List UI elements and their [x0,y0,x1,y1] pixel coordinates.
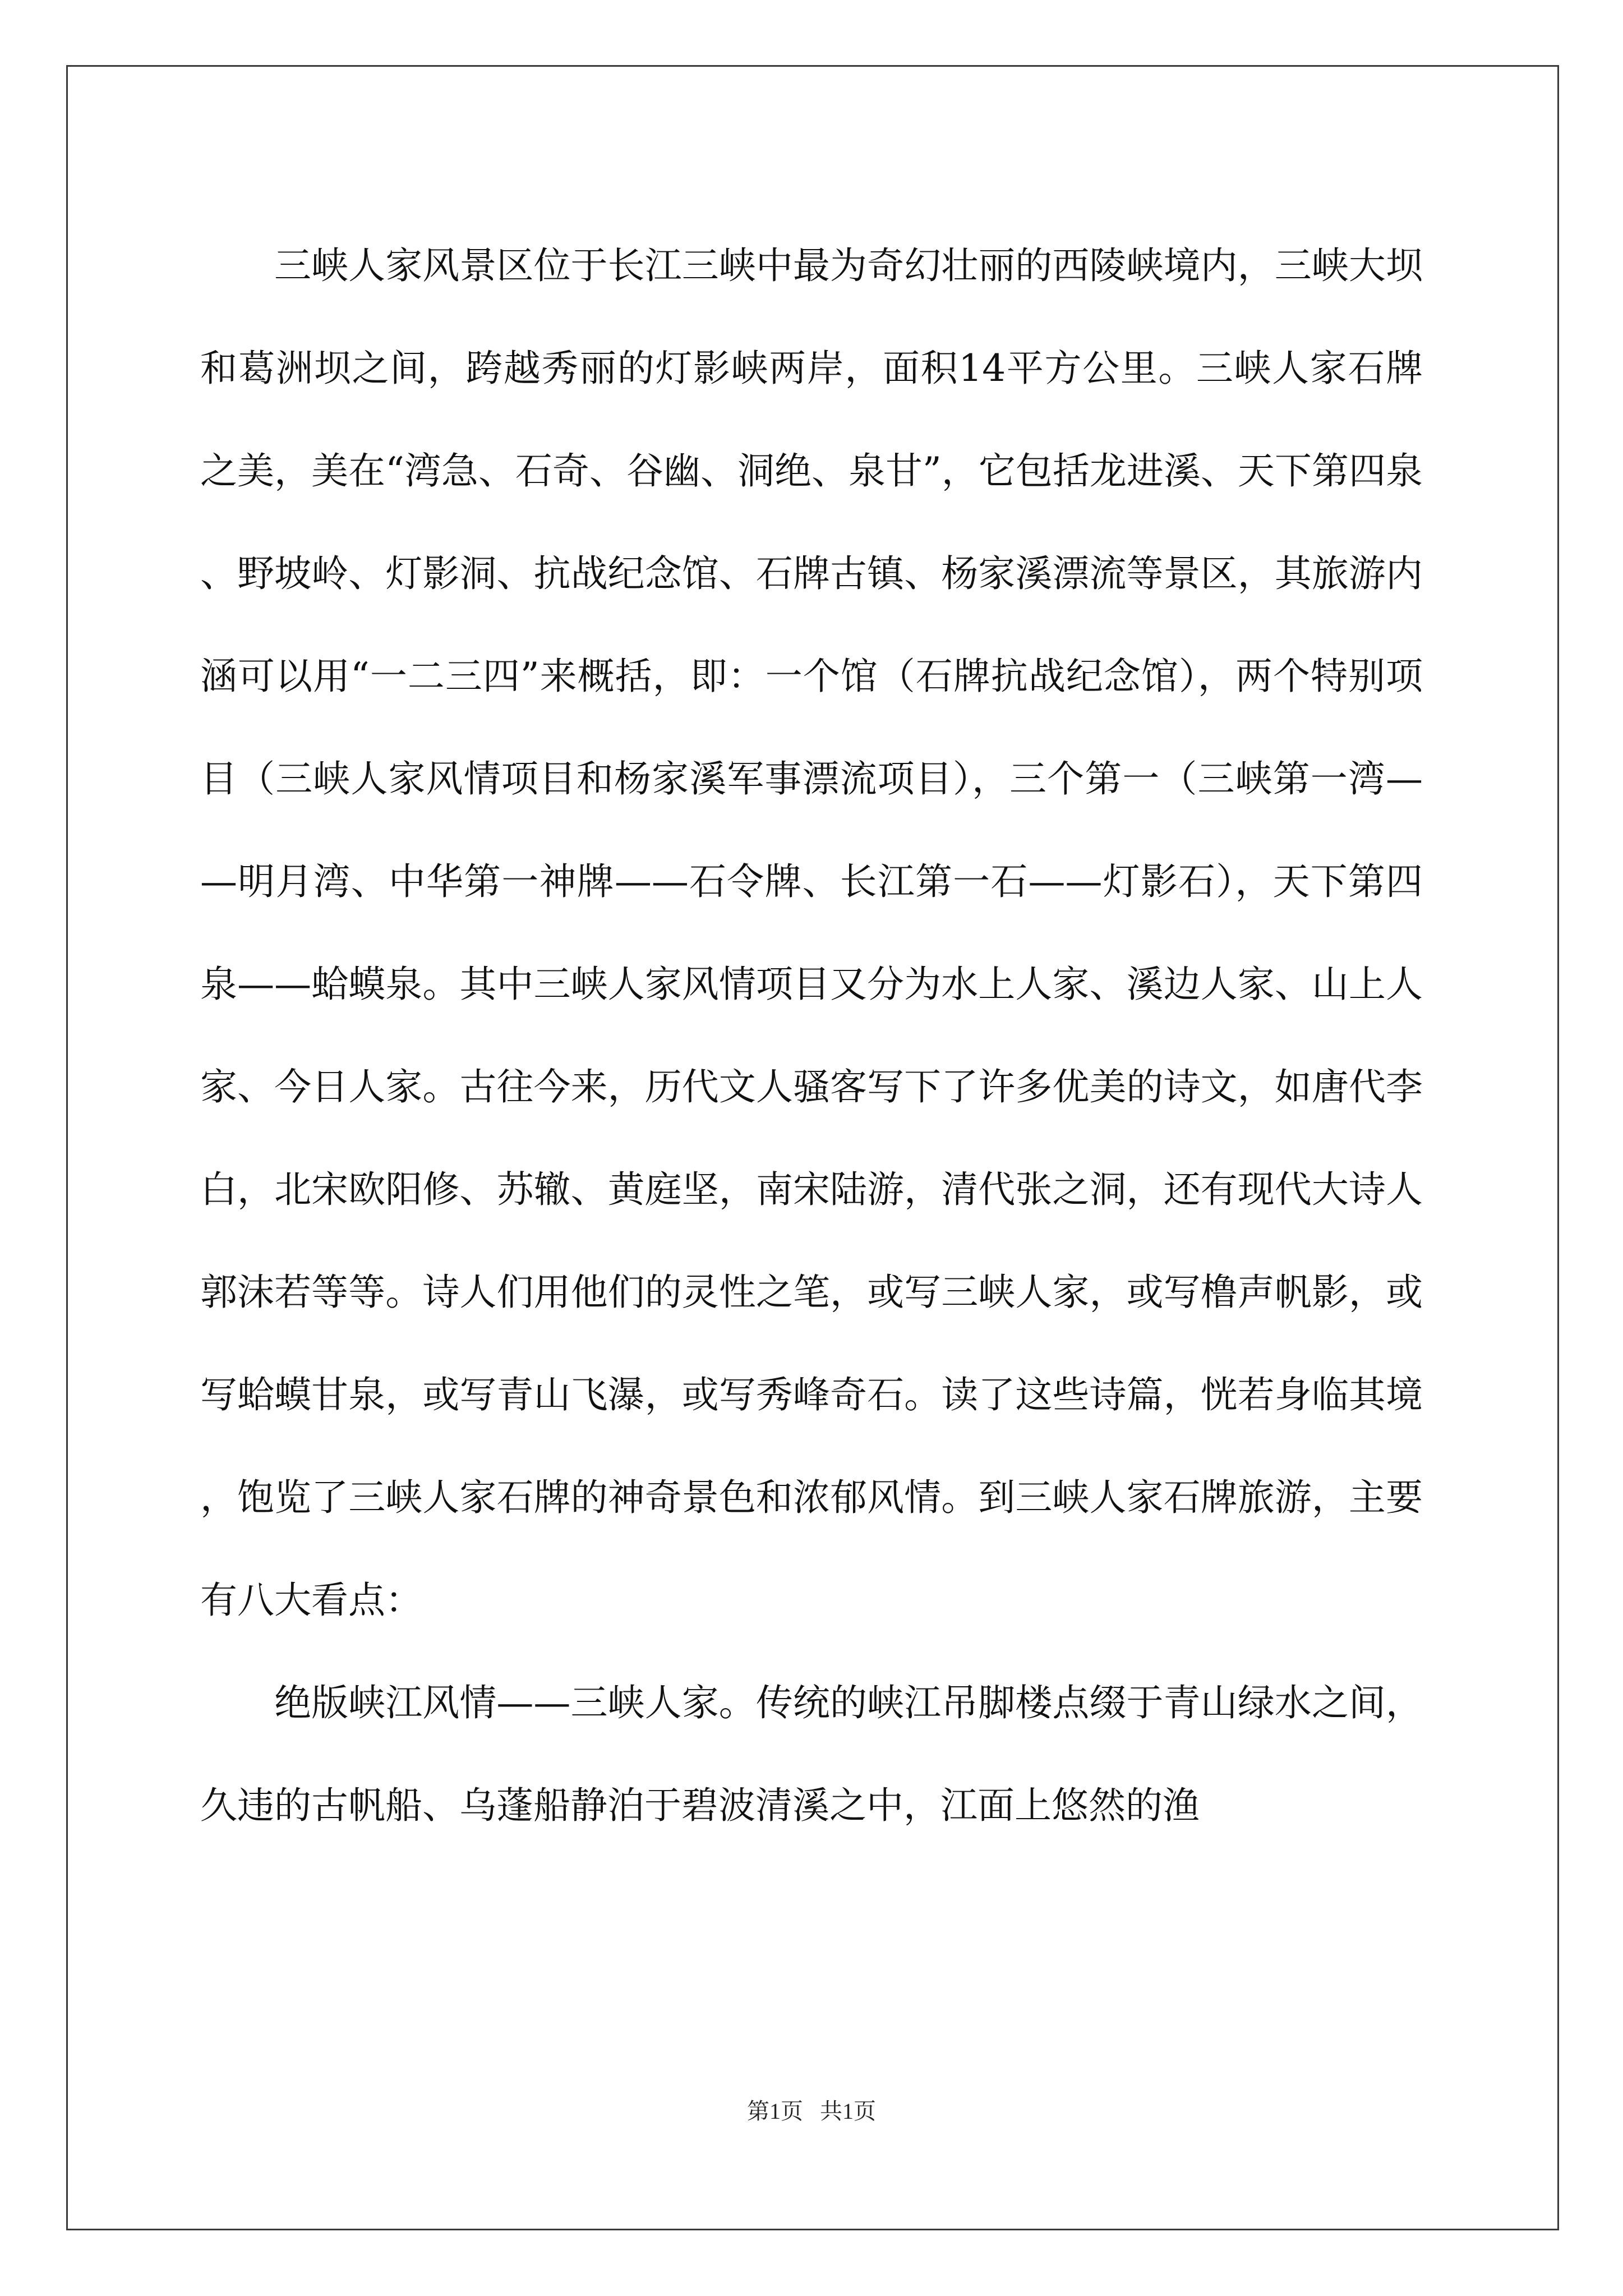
paragraph-intro: 三峡人家风景区位于长江三峡中最为奇幻壮丽的西陵峡境内，三峡大坝和葛洲坝之间，跨越秀丽的灯影峡两岸，面积14平方公里。三峡人家石牌之美，美在“湾急、石奇、谷幽、洞绝、泉甘”，它包括龙进溪、天下第四泉、野坡岭、灯影洞、抗战纪念馆、石牌古镇、杨家溪漂流等景区，其旅游内涵可以用“一二三四”来概括，即：一个馆（石牌抗战纪念馆），两个特别项目（三峡人家风情项目和杨家溪军事漂流项目），三个第一（三峡第一湾——明月湾、中华第一神牌——石令牌、长江第一石——灯影石），天下第四泉——蛤蟆泉。其中三峡人家风情项目又分为水上人家、溪边人家、山上人家、今日人家。古往今来，历代文人骚客写下了许多优美的诗文，如唐代李白，北宋欧阳修、苏辙、黄庭坚，南宋陆游，清代张之洞，还有现代大诗人郭沫若等等。诗人们用他们的灵性之笔，或写三峡人家，或写橹声帆影，或写蛤蟆甘泉，或写青山飞瀑，或写秀峰奇石。读了这些诗篇，恍若身临其境，饱览了三峡人家石牌的神奇景色和浓郁风情。到三峡人家石牌旅游，主要有八大看点： [200,244,1423,1622]
paragraph-sanxia-renjia: 绝版峡江风情——三峡人家。传统的峡江吊脚楼点缀于青山绿水之间，久违的古帆船、乌蓬船静泊于碧波清溪之中，江面上悠然的渔 [200,1681,1423,1827]
document-body [200,214,1423,1857]
page-footer: 第1页 共1页 [747,2099,876,2124]
